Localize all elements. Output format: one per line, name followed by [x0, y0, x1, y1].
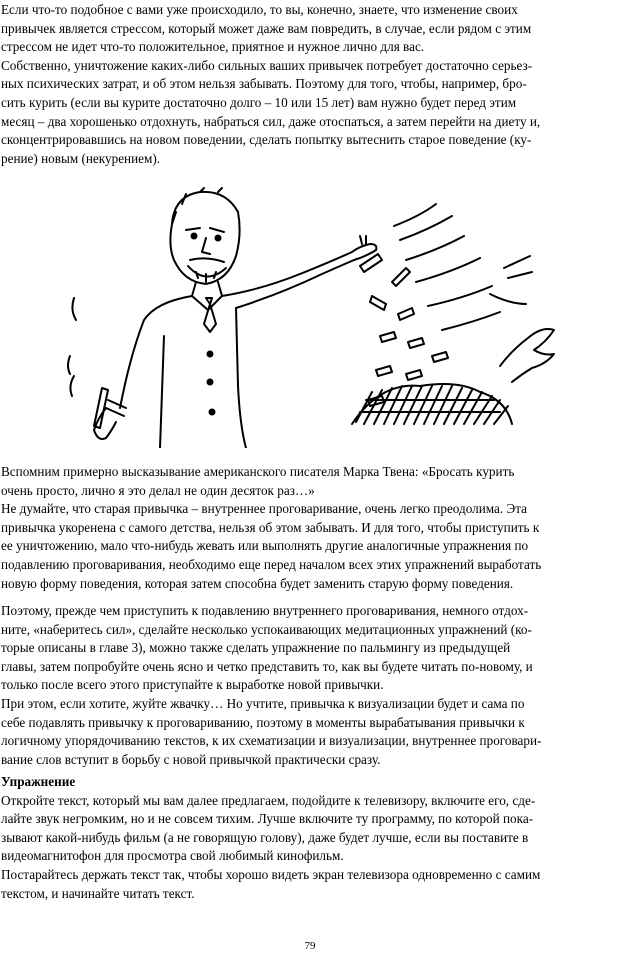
text-line: зывают какой-нибудь фильм (а не говорящую голову), даже будет лучше, если вы поставите в	[1, 829, 529, 845]
text-line: Постарайтесь держать текст так, чтобы хорошо видеть экран телевизора одновременно с самим	[1, 866, 541, 882]
text-line: Если что-то подобное с вами уже происходило, то вы, конечно, знаете, что изменение своих	[1, 2, 518, 17]
text-line: только после всего этого приступайте к выработке новой привычки.	[1, 677, 384, 693]
text-block-lower	[1, 602, 617, 769]
exercise-heading: Упражнение	[1, 774, 76, 789]
text-line: сить курить (если вы курите достаточно долго – 10 или 15 лет) вам нужно будет перед этим	[1, 94, 517, 110]
page-number: 79	[304, 940, 316, 952]
text-line: вание слов вступит в борьбу с новой привычкой практически сразу.	[1, 751, 381, 767]
text-line: очень просто, лично я это делал не один десяток раз…»	[1, 482, 315, 498]
text-line: привычек является стрессом, который может даже вам повредить, в случае, если рядом с этим	[1, 20, 532, 36]
text-line: стрессом не идет что-то положительное, приятное и нужное лично для вас.	[1, 39, 425, 55]
text-block-top	[1, 1, 617, 168]
text-line: торые описаны в главе 3), можно также сделать упражнение по пальмингу из предыдущей	[1, 640, 511, 656]
text-line: лайте звук негромким, но и не совсем тихим. Лучше включите ту программу, по которой пока-	[1, 811, 534, 827]
text-line: Вспомним примерно высказывание американского писателя Марка Твена: «Бросать курить	[1, 464, 515, 479]
man-figure	[68, 188, 376, 448]
text-line: Поэтому, прежде чем приступить к подавлению внутреннего проговаривания, немного отдох-	[1, 603, 529, 618]
text-line: текстом, и начинайте читать текст.	[1, 885, 195, 901]
cigarettes-pile	[352, 204, 554, 424]
text-line: подавлению проговаривания, необходимо еще перед началом всех этих упражнений выработать	[1, 556, 542, 572]
text-line: новую форму поведения, которая затем способна будет заменить старую форму поведения.	[1, 575, 514, 591]
text-line: главы, затем попробуйте очень ясно и четко представить то, как вы будете читать по-новому, и	[1, 658, 533, 674]
text-line: При этом, если хотите, жуйте жвачку… Но учтите, привычка к визуализации будет и сама по	[1, 695, 525, 711]
text-block-exercise	[1, 773, 617, 903]
text-line: ните, «наберитесь сил», сделайте несколько успокаивающих медитационных упражнений (ко-	[1, 621, 532, 637]
text-line: месяц – два хорошенько отдохнуть, набраться сил, даже отоспаться, а затем перейти на диету и,	[1, 113, 541, 129]
text-line: рение) новым (некурением).	[1, 150, 161, 166]
text-line: привычка укоренена с самого детства, нельзя об этом забывать. И для того, чтобы приступить к	[1, 519, 540, 535]
smoker-illustration	[60, 186, 560, 448]
text-line: сконцентрировавшись на новом поведении, сделать попытку вытеснить старое поведение (ку-	[1, 132, 532, 148]
text-line: видеомагнитофон для просмотра свой любимый кинофильм.	[1, 848, 344, 864]
text-line: ных психических затрат, и об этом нельзя забывать. Поэтому для того, чтобы, например, бро-	[1, 76, 527, 92]
text-line: Откройте текст, который мы вам далее предлагаем, подойдите к телевизору, включите его, сде-	[1, 792, 536, 808]
text-line: себе подавлять привычку к проговариванию, поэтому в моменты вырабатывания привычки к	[1, 714, 525, 730]
text-line: Собственно, уничтожение каких-либо сильных ваших привычек потребует достаточно серьез-	[1, 57, 533, 73]
text-line: ее уничтожению, мало что-нибудь жевать или выполнять другие аналогичные упражнения по	[1, 538, 529, 554]
text-line: Не думайте, что старая привычка – внутреннее проговаривание, очень легко преодолима. Эта	[1, 501, 527, 517]
text-block-middle	[1, 463, 617, 593]
text-line: логичному упорядочиванию текстов, к их схематизации и визуализации, внутреннее проговари-	[1, 733, 542, 749]
